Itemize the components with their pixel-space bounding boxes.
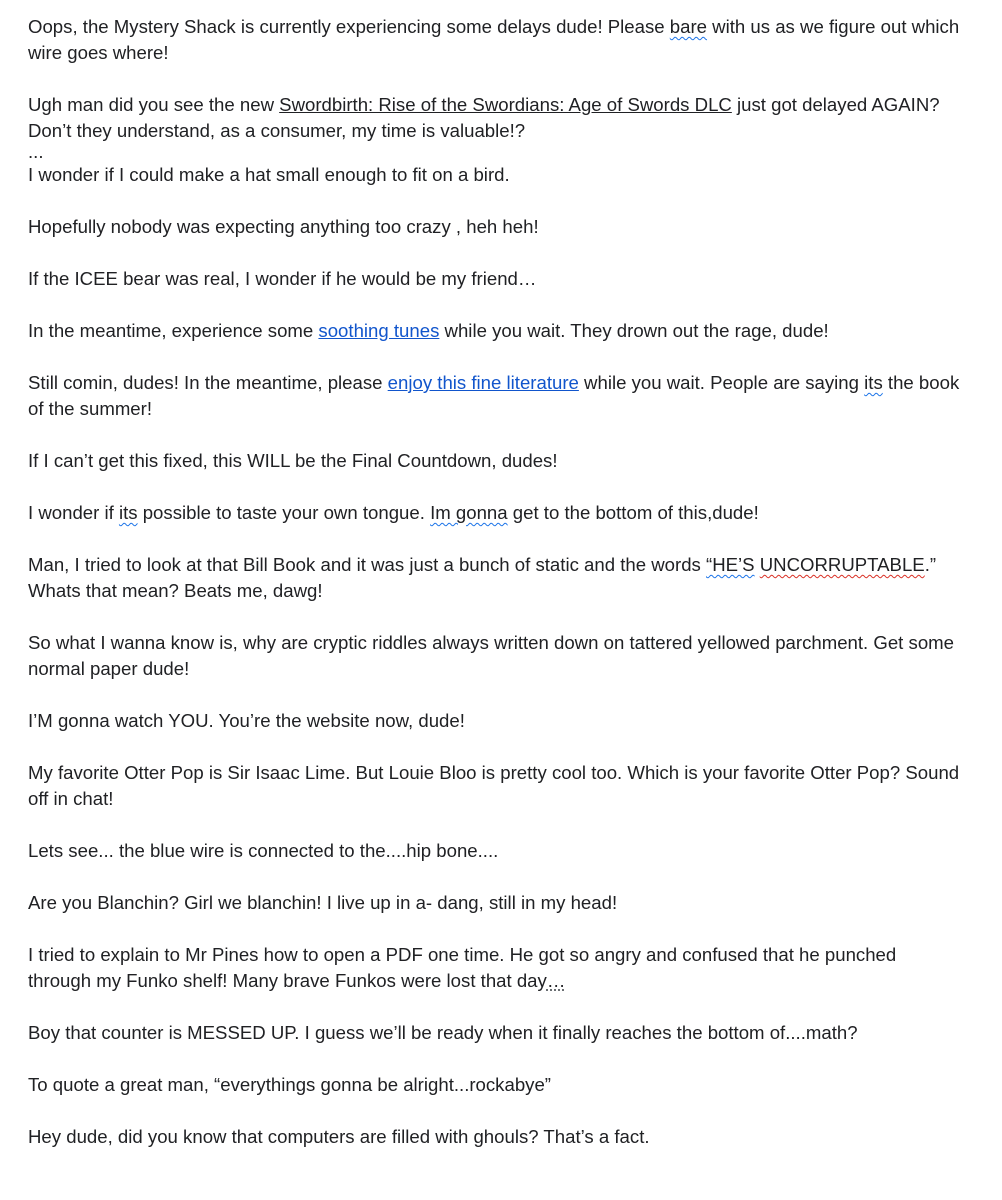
text: I tried to explain to Mr Pines how to open a PDF one time. He got so angry and confused that he punched through my Funko shelf! Many brave Funkos were lost that day bbox=[28, 944, 897, 991]
text: .” Whats that mean? Beats me, dawg! bbox=[28, 554, 937, 601]
text: Man, I tried to look at that Bill Book and it was just a bunch of static and the words bbox=[28, 554, 706, 575]
paragraph-dlc bbox=[28, 92, 963, 144]
paragraph-parchment: So what I wanna know is, why are cryptic riddles always written down on tattered yellowed parchment. Get some normal paper dude! bbox=[28, 632, 954, 679]
text: with us as we figure out which wire goes where! bbox=[28, 16, 960, 63]
text: the book of the summer! bbox=[28, 372, 960, 419]
text: Oops, the Mystery Shack is currently experiencing some delays dude! Please bbox=[28, 16, 670, 37]
soothing-tunes-link[interactable]: soothing tunes bbox=[318, 320, 440, 341]
paragraph-ghouls: Hey dude, did you know that computers are filled with ghouls? That’s a fact. bbox=[28, 1126, 650, 1147]
ellipsis-flagged[interactable]: … bbox=[546, 970, 566, 991]
text: I wonder if bbox=[28, 502, 119, 523]
paragraph-blue-wire: Lets see... the blue wire is connected to the....hip bone.... bbox=[28, 840, 499, 861]
paragraph-blanchin: Are you Blanchin? Girl we blanchin! I live up in a- dang, still in my head! bbox=[28, 892, 618, 913]
paragraph-watch-you: I’M gonna watch YOU. You’re the website now, dude! bbox=[28, 710, 465, 731]
text: while you wait. People are saying bbox=[578, 372, 865, 393]
paragraph-bird-hat: I wonder if I could make a hat small enough to fit on a bird. bbox=[28, 164, 510, 185]
paragraph-soothing-tunes bbox=[28, 318, 963, 344]
paragraph-tongue bbox=[28, 500, 963, 526]
paragraph-literature bbox=[28, 370, 963, 422]
paragraph-otter-pop: My favorite Otter Pop is Sir Isaac Lime. But Louie Bloo is pretty cool too. Which is your favorite Otter Pop? Sound off in chat! bbox=[28, 762, 960, 809]
grammar-flagged-word[interactable]: its bbox=[864, 372, 883, 393]
misspelled-word[interactable]: UNCORRUPTABLE bbox=[759, 554, 925, 575]
text: Still comin, dudes! In the meantime, please bbox=[28, 372, 388, 393]
grammar-flagged-word[interactable]: bare bbox=[669, 16, 708, 37]
dlc-title-underlined: Swordbirth: Rise of the Swordians: Age of Swords DLC bbox=[279, 94, 732, 115]
document-body bbox=[28, 14, 963, 1150]
text: Ugh man did you see the new bbox=[28, 94, 280, 115]
paragraph-crazy: Hopefully nobody was expecting anything too crazy , heh heh! bbox=[28, 216, 539, 237]
text: while you wait. They drown out the rage, dude! bbox=[439, 320, 829, 341]
paragraph-final-countdown: If I can’t get this fixed, this WILL be the Final Countdown, dudes! bbox=[28, 450, 558, 471]
text: possible to taste your own tongue. bbox=[137, 502, 431, 523]
paragraph-counter: Boy that counter is MESSED UP. I guess we’ll be ready when it finally reaches the bottom of....math? bbox=[28, 1022, 858, 1043]
paragraph-delay-notice bbox=[28, 14, 963, 66]
text: In the meantime, experience some bbox=[28, 320, 319, 341]
text: get to the bottom of this,dude! bbox=[507, 502, 759, 523]
paragraph-bill-book bbox=[28, 552, 963, 604]
paragraph-quote: To quote a great man, “everythings gonna be alright...rockabye” bbox=[28, 1074, 551, 1095]
fine-literature-link[interactable]: enjoy this fine literature bbox=[387, 372, 579, 393]
text: just got delayed AGAIN? Don’t they understand, as a consumer, my time is valuable!? bbox=[28, 94, 940, 141]
grammar-flagged-phrase[interactable]: Im gonna bbox=[430, 502, 508, 523]
grammar-flagged-word[interactable]: “HE’S bbox=[706, 554, 755, 575]
paragraph-funko-shelf bbox=[28, 942, 963, 994]
grammar-flagged-word[interactable]: its bbox=[118, 502, 138, 523]
paragraph-ellipsis: ... bbox=[28, 141, 44, 162]
paragraph-icee-bear: If the ICEE bear was real, I wonder if he would be my friend… bbox=[28, 268, 537, 289]
